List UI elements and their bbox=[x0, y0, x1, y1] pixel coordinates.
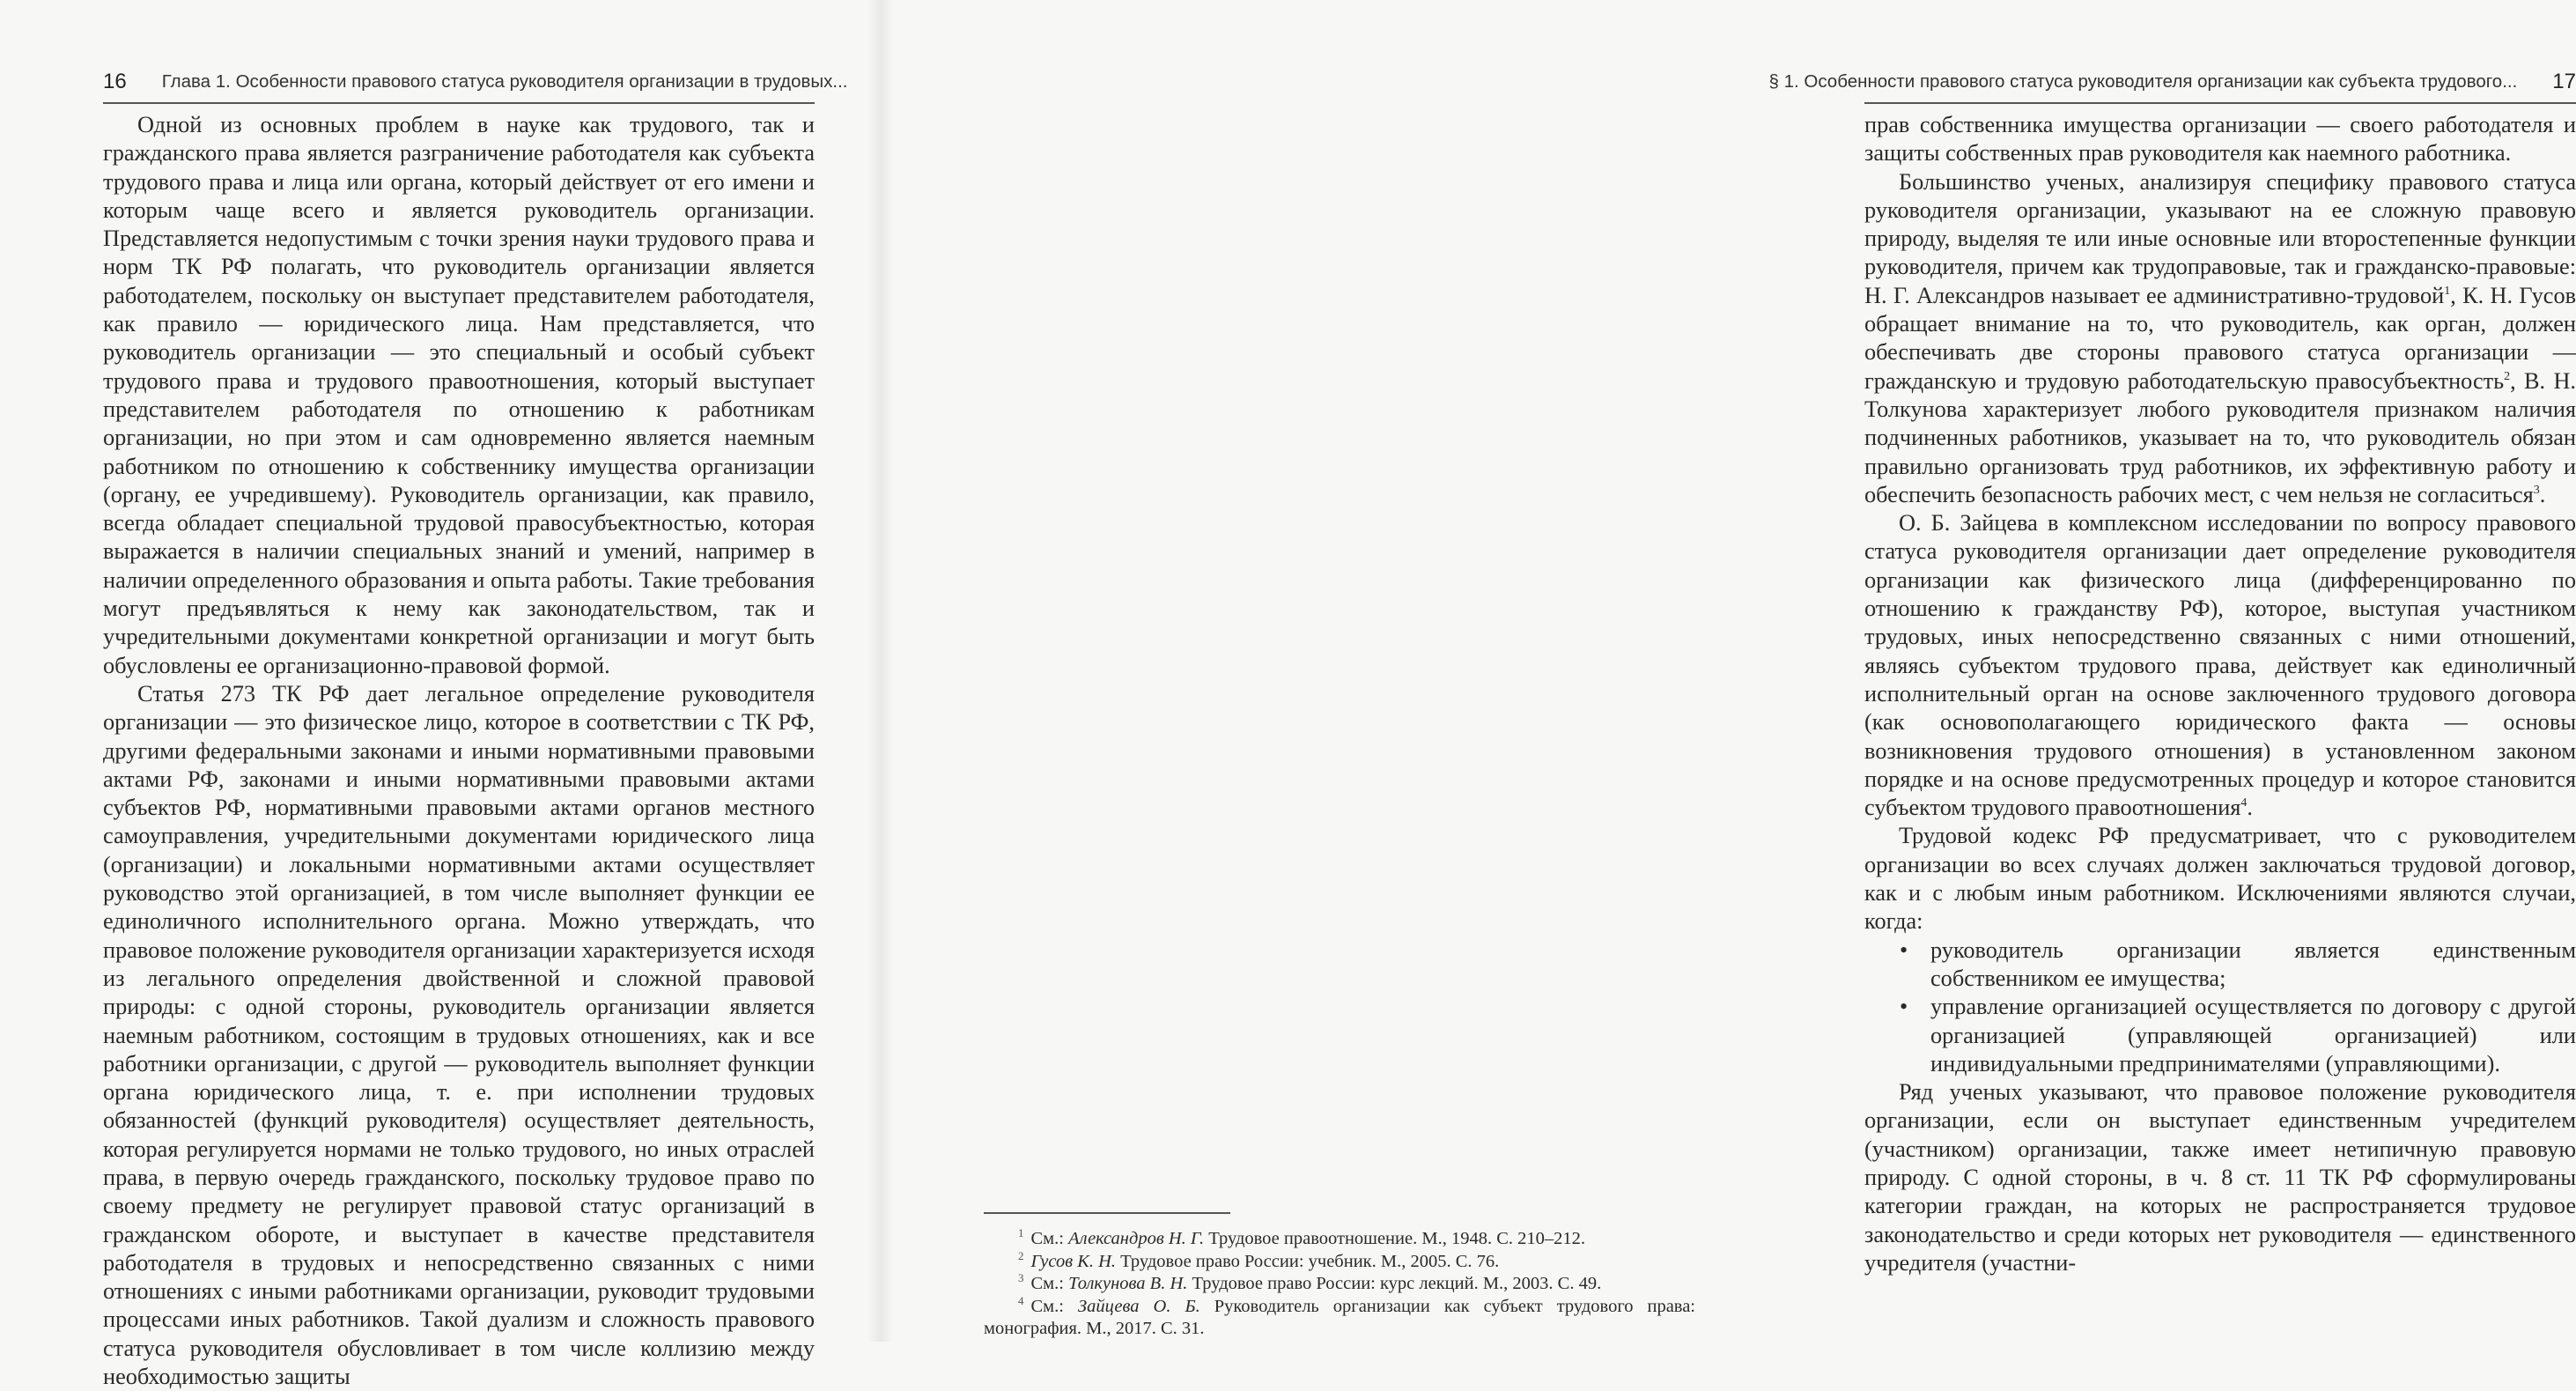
list-item-text: управление организацией осуществляется по договору с другой организацией (управляющей организацией) или индивидуальными предпринимателями (управляющими). bbox=[1930, 994, 2576, 1077]
right-body-text bbox=[1864, 111, 2576, 1277]
footnote-number: 3 bbox=[1018, 1271, 1024, 1284]
paragraph-continuation: прав собственника имущества организации — своего работодателя и защиты собственных прав руководителя как наемного работника. bbox=[1864, 112, 2576, 166]
footnote-author: Гусов К. Н. bbox=[1030, 1251, 1117, 1271]
text-run: . bbox=[2247, 795, 2253, 821]
footnote-number: 2 bbox=[1018, 1248, 1024, 1262]
footnote-ref: 3 bbox=[2533, 483, 2540, 497]
footnote-ref: 2 bbox=[2504, 369, 2511, 383]
left-header-rule bbox=[103, 102, 815, 104]
footnote bbox=[984, 1228, 1695, 1251]
footnote-author: Толкунова В. Н. bbox=[1068, 1274, 1188, 1293]
text-run: Трудовое право России: учебник. М., 2005. С. 76. bbox=[1116, 1251, 1500, 1271]
right-running-header bbox=[1768, 69, 2576, 95]
text-run: См.: bbox=[1030, 1296, 1078, 1316]
footnote-number: 4 bbox=[1018, 1293, 1024, 1307]
footnote-ref: 1 bbox=[2444, 284, 2451, 298]
paragraph bbox=[1864, 168, 2576, 510]
text-run: О. Б. Зайцева в комплексном исследовании по вопросу правового статуса руководителя организации дает определение руководителя организации как физического лица (дифференцированно по отношению к гражданству РФ), которое, выступая участником трудовых, иных непосредственно связанных с ними отношений, являясь субъектом трудового права, действует как единоличный исполнительный орган на основе заключенного трудового договора (как основополагающего юридического факта — основы возникновения трудового отношения) в установленном законом порядке и на основе предусмотренных процедур и которое становится субъектом трудового правоотношения bbox=[1864, 510, 2576, 821]
text-run: См.: bbox=[1030, 1229, 1069, 1248]
paragraph: Ряд ученых указывают, что правовое положение руководителя организации, если он выступает единственным учредителем (участником) организации, также имеет нетипичную правовую природу. С одной стороны, в ч. 8 ст. 11 ТК РФ сформулированы категории граждан, на которых не распространяется трудовое законодательство и среди которых нет руководителя — единственного учредителя (участни- bbox=[1864, 1079, 2576, 1276]
paragraph bbox=[1864, 509, 2576, 822]
right-header-rule bbox=[1864, 102, 2576, 104]
list-item-text: руководитель организации является единственным собственником ее имущества; bbox=[1930, 936, 2576, 991]
bullet-icon: • bbox=[1900, 936, 1908, 963]
text-run: Трудовое право России: курс лекций. М., 2003. С. 49. bbox=[1187, 1274, 1602, 1293]
left-page-number: 16 bbox=[103, 70, 127, 93]
footnote-author: Зайцева О. Б. bbox=[1078, 1296, 1200, 1316]
footnote-number: 1 bbox=[1018, 1226, 1024, 1239]
section-symbol: § bbox=[1768, 71, 1779, 92]
text-run: . bbox=[2539, 481, 2546, 507]
right-running-head: 1. Особенности правового статуса руководителя организации как субъекта трудового... bbox=[1783, 71, 2518, 92]
text-run: , В. Н. Толкунова характеризует любого руководителя признаком наличия подчиненных работников, указывает на то, что руководитель обязан правильно организовать труд работников, их эффективную работу и обеспечить безопасность рабочих мест, с чем нельзя не согласиться bbox=[1864, 367, 2576, 507]
text-run: Большинство ученых, анализируя специфику правового статуса руководителя организации, указывают на ее сложную правовую природу, выделяя те или иные основные или второстепенные функции руководителя, причем как трудоправовые, так и гражданско-правовые: Н. Г. Александров называет ее административно-трудовой bbox=[1864, 168, 2576, 308]
right-page-number: 17 bbox=[2552, 70, 2576, 93]
bullet-icon: • bbox=[1900, 994, 1908, 1020]
left-body-text bbox=[103, 111, 815, 1391]
text-run: Руководитель организации как субъект трудового права: монография. М., 2017. С. 31. bbox=[984, 1296, 1696, 1338]
list-item bbox=[1864, 936, 2576, 994]
list-item bbox=[1864, 993, 2576, 1078]
text-run: См.: bbox=[1030, 1274, 1069, 1293]
footnote bbox=[984, 1273, 1695, 1296]
footnotes bbox=[984, 1228, 1695, 1341]
footnote-rule bbox=[984, 1212, 1230, 1214]
paragraph: Статья 273 ТК РФ дает легальное определение руководителя организации — это физическое лицо, которое в соответствии с ТК РФ, другими федеральными законами и иными нормативными правовыми актами РФ, законами и иными нормативными правовыми актами субъектов РФ, нормативными правовыми актами органов местного самоуправления, учредительными документами юридического лица (организации) и локальными нормативными актами осуществляет руководство этой организацией, в том числе выполняет функции ее единоличного исполнительного органа. Можно утверждать, что правовое положение руководителя организации характеризуется исходя из легального определения двойственной и сложной правовой природы: с одной стороны, руководитель организации является наемным работником, состоящим в трудовых отношениях, как и все работники организации, с другой — руководитель выполняет функции органа юридического лица, т. е. при исполнении трудовых обязанностей (функций руководителя) осуществляет деятельность, которая регулируется нормами не только трудового, но иных отраслей права, в первую очередь гражданского, поскольку трудовое право по своему предмету не регулирует правовой статус организаций в гражданском обороте, и выступает в качестве представителя работодателя в трудовых и непосредственно связанных с ними отношениях с иными работниками организации, руководит трудовыми процессами иных работников. Такой дуализм и сложность правового статуса руководителя обусловливает в том числе коллизию между необходимостью защиты bbox=[103, 680, 815, 1390]
left-running-head: Глава 1. Особенности правового статуса руководителя организации в трудовых... bbox=[161, 71, 848, 92]
footnote-ref: 4 bbox=[2240, 796, 2248, 810]
footnote-author: Александров Н. Г. bbox=[1068, 1229, 1205, 1248]
right-page bbox=[881, 0, 2576, 1342]
left-page bbox=[0, 0, 881, 1390]
paragraph: Трудовой кодекс РФ предусматривает, что с руководителем организации во всех случаях должен заключаться трудовой договор, как и с любым иным работником. Исключениями являются случаи, когда: bbox=[1864, 823, 2576, 935]
bullet-list bbox=[1864, 936, 2576, 1078]
text-run: Трудовое правоотношение. М., 1948. С. 210–212. bbox=[1204, 1229, 1585, 1248]
text-run: , К. Н. Гусов обращает внимание на то, что руководитель, как орган, должен обеспечивать две стороны правового статуса организации — гражданскую и трудовую работодательскую правосубъектность bbox=[1864, 282, 2576, 394]
left-running-header bbox=[103, 69, 848, 95]
footnote bbox=[984, 1293, 1696, 1341]
paragraph: Одной из основных проблем в науке как трудового, так и гражданского права является разграничение работодателя как субъекта трудового права и лица или органа, который действует от его имени и которым чаще всего и является руководитель организации. Представляется недопустимым с точки зрения науки трудового права и норм ТК РФ полагать, что руководитель организации является работодателем, поскольку он выступает представителем работодателя, как правило — юридического лица. Нам представляется, что руководитель организации — это специальный и особый субъект трудового права и трудового правоотношения, который выступает представителем работодателя по отношению к работникам организации, но при этом и сам одновременно является наемным работником по отношению к собственнику имущества организации (органу, ее учредившему). Руководитель организации, как правило, всегда обладает специальной трудовой правосубъектностью, которая выражается в наличии специальных знаний и умений, например в наличии определенного образования и опыта работы. Такие требования могут предъявляться к нему как законодательством, так и учредительными документами конкретной организации и могут быть обусловлены ее организационно-правовой формой. bbox=[103, 112, 815, 678]
footnote bbox=[984, 1248, 1695, 1274]
